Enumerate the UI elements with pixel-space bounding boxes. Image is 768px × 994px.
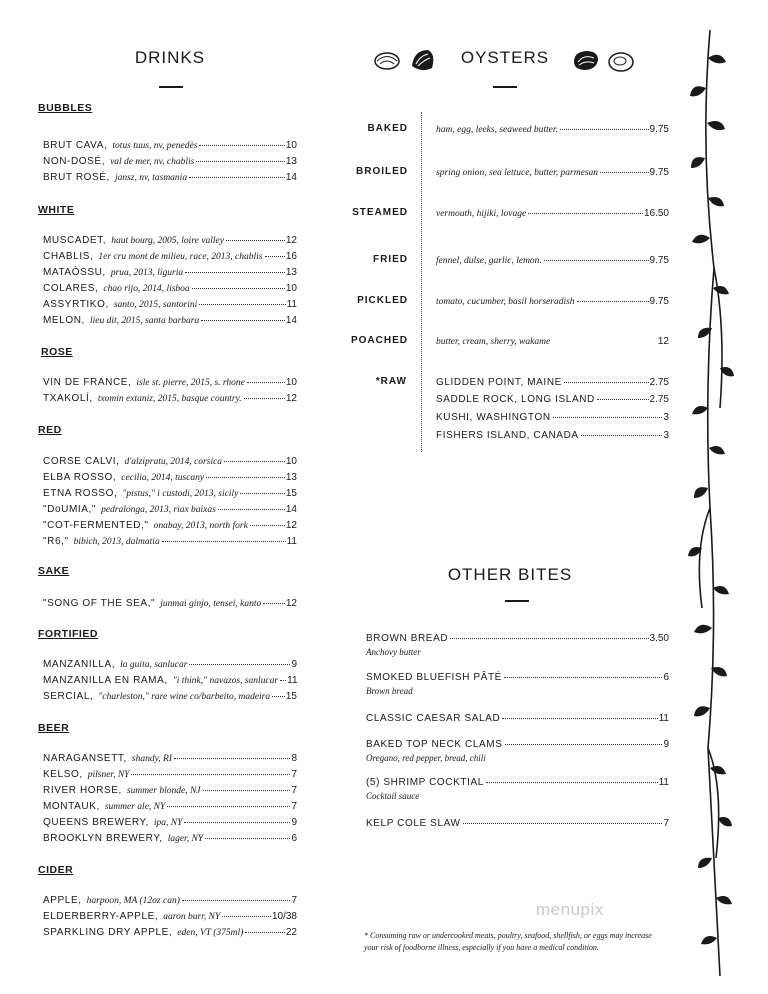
list-item: BROOKLYN BREWERY, lager, NY 6 xyxy=(43,833,297,844)
raw-oyster-item: FISHERS ISLAND, CANADA 3 xyxy=(436,430,669,441)
other-bites-rule xyxy=(505,600,529,602)
list-item: MONTAUK, summer ale, NY 7 xyxy=(43,801,297,812)
list-item: MANZANILLA EN RAMA, "i think," navazos, sanlucar 11 xyxy=(43,675,298,686)
oyster-divider xyxy=(421,112,422,452)
oyster-prep-item: vermouth, hijiki, lovage 16.50 xyxy=(436,208,669,219)
section-fortified: FORTIFIED xyxy=(38,628,98,640)
list-item: ETNA ROSSO, "pistus," i custodi, 2013, sicily 15 xyxy=(43,488,297,499)
list-item: "COT-FERMENTED," onabay, 2013, north fork 12 xyxy=(43,520,297,531)
section-sake: SAKE xyxy=(38,565,70,577)
list-item: "DoUMIA," pedralonga, 2013, riax baixas 14 xyxy=(43,504,297,515)
section-cider: CIDER xyxy=(38,864,74,876)
drinks-title: DRINKS xyxy=(134,48,206,67)
list-item: SERCIAL, "charleston," rare wine co/barbeito, madeira 15 xyxy=(43,691,297,702)
list-item: MELON, lieu dit, 2015, santa barbara 14 xyxy=(43,315,297,326)
list-item: MANZANILLA, la guita, sanlucar 9 xyxy=(43,659,297,670)
list-item: COLARES, chao rijo, 2014, lisboa 10 xyxy=(43,283,297,294)
list-item: QUEENS BREWERY, ipa, NY 9 xyxy=(43,817,297,828)
section-bubbles: BUBBLES xyxy=(38,102,93,114)
bite-item: BAKED TOP NECK CLAMS 9 xyxy=(366,739,669,750)
list-item: NON-DOSÉ, val de mer, nv, chablis 13 xyxy=(43,156,297,167)
footnote-line-2: your risk of foodborne illness, especially if you have a medical condition. xyxy=(364,943,599,952)
bite-item: KELP COLE SLAW 7 xyxy=(366,818,669,829)
list-item: MATAÒSSU, prua, 2013, liguria 13 xyxy=(43,267,297,278)
oyster-closed-icon xyxy=(408,46,438,74)
oyster-prep-item: tomato, cucumber, basil horseradish 9.75 xyxy=(436,296,669,307)
oyster-prep-label: PICKLED xyxy=(357,295,408,306)
oyster-prep-label: POACHED xyxy=(350,335,408,346)
list-item: SPARKLING DRY APPLE, eden, VT (375ml) 22 xyxy=(43,927,297,938)
oyster-prep-label: FRIED xyxy=(373,254,408,265)
oyster-prep-item: butter, cream, sherry, wakame 12 xyxy=(436,336,669,347)
section-red: RED xyxy=(38,424,62,436)
list-item: VIN DE FRANCE, isle st. pierre, 2015, s. rhone 10 xyxy=(43,377,297,388)
list-item: ELBA ROSSO, cecilia, 2014, tuscany 13 xyxy=(43,472,297,483)
oyster-prep-item: spring onion, sea lettuce, butter, parmesan 9.75 xyxy=(436,167,669,178)
section-white: WHITE xyxy=(38,204,75,216)
bite-item: (5) SHRIMP COCKTIAL 11 xyxy=(366,777,669,788)
drinks-title-rule xyxy=(159,86,183,88)
footnote-line-1: * Consuming raw or undercooked meats, poultry, seafood, shellfish, or eggs may increase xyxy=(364,931,652,940)
oyster-prep-label: BROILED xyxy=(356,166,408,177)
oyster-prep-label: STEAMED xyxy=(352,207,408,218)
section-rose: ROSE xyxy=(41,346,73,358)
list-item: "SONG OF THE SEA," junmai ginjo, tensei, kanto 12 xyxy=(43,598,297,609)
list-item: CORSE CALVI, d'alzipratu, 2014, corsica 10 xyxy=(43,456,297,467)
watermark-logo: menupix xyxy=(536,900,604,919)
bite-description: Brown bread xyxy=(366,686,413,696)
list-item: BRUT ROSÉ, jansz, nv, tasmania 14 xyxy=(43,172,297,183)
list-item: KELSO, pilsner, NY 7 xyxy=(43,769,297,780)
oyster-open-icon xyxy=(606,48,636,74)
list-item: "R6," bibich, 2013, dalmatia 11 xyxy=(43,536,297,547)
list-item: MUSCADET, haut bourg, 2005, loire valley 12 xyxy=(43,235,297,246)
seaweed-illustration xyxy=(680,28,742,978)
section-beer: BEER xyxy=(38,722,70,734)
oysters-title-rule xyxy=(493,86,517,88)
other-bites-title: OTHER BITES xyxy=(447,565,573,584)
oyster-prep-item: fennel, dulse, garlic, lemon. 9.75 xyxy=(436,255,669,266)
raw-oyster-item: GLIDDEN POINT, MAINE 2.75 xyxy=(436,377,669,388)
bite-item: SMOKED BLUEFISH PÂTÉ 6 xyxy=(366,672,669,683)
raw-oyster-item: KUSHI, WASHINGTON 3 xyxy=(436,412,669,423)
list-item: ELDERBERRY-APPLE, aaron burr, NY 10/38 xyxy=(43,911,297,922)
bite-item: CLASSIC CAESAR SALAD 11 xyxy=(366,713,669,724)
list-item: NARAGANSETT, shandy, RI 8 xyxy=(43,753,297,764)
list-item: RIVER HORSE, summer blonde, NJ 7 xyxy=(43,785,297,796)
oyster-shell-icon xyxy=(372,48,402,72)
oysters-title: OYSTERS xyxy=(460,48,550,67)
list-item: BRUT CAVA, totus tuus, nv, penedès 10 xyxy=(43,140,297,151)
bite-description: Oregano, red pepper, bread, chili xyxy=(366,753,486,763)
list-item: CHABLIS, 1er cru mont de milieu, race, 2013, chablis 16 xyxy=(43,251,297,262)
raw-oyster-item: SADDLE ROCK, LONG ISLAND 2.75 xyxy=(436,394,669,405)
bite-description: Anchovy butter xyxy=(366,647,421,657)
oyster-prep-label: BAKED xyxy=(367,123,408,134)
oyster-raw-label: *RAW xyxy=(375,376,407,387)
oyster-prep-item: ham, egg, leeks, seaweed butter. 9.75 xyxy=(436,124,669,135)
bite-description: Cocktail sauce xyxy=(366,791,420,801)
list-item: TXAKOLÍ, txomin extaniz, 2015, basque country. 12 xyxy=(43,393,297,404)
list-item: ASSYRTIKO, santo, 2015, santorini 11 xyxy=(43,299,297,310)
list-item: APPLE, harpoon, MA (12oz can) 7 xyxy=(43,895,297,906)
bite-item: BROWN BREAD 3.50 xyxy=(366,633,669,644)
oyster-rough-icon xyxy=(570,46,602,74)
